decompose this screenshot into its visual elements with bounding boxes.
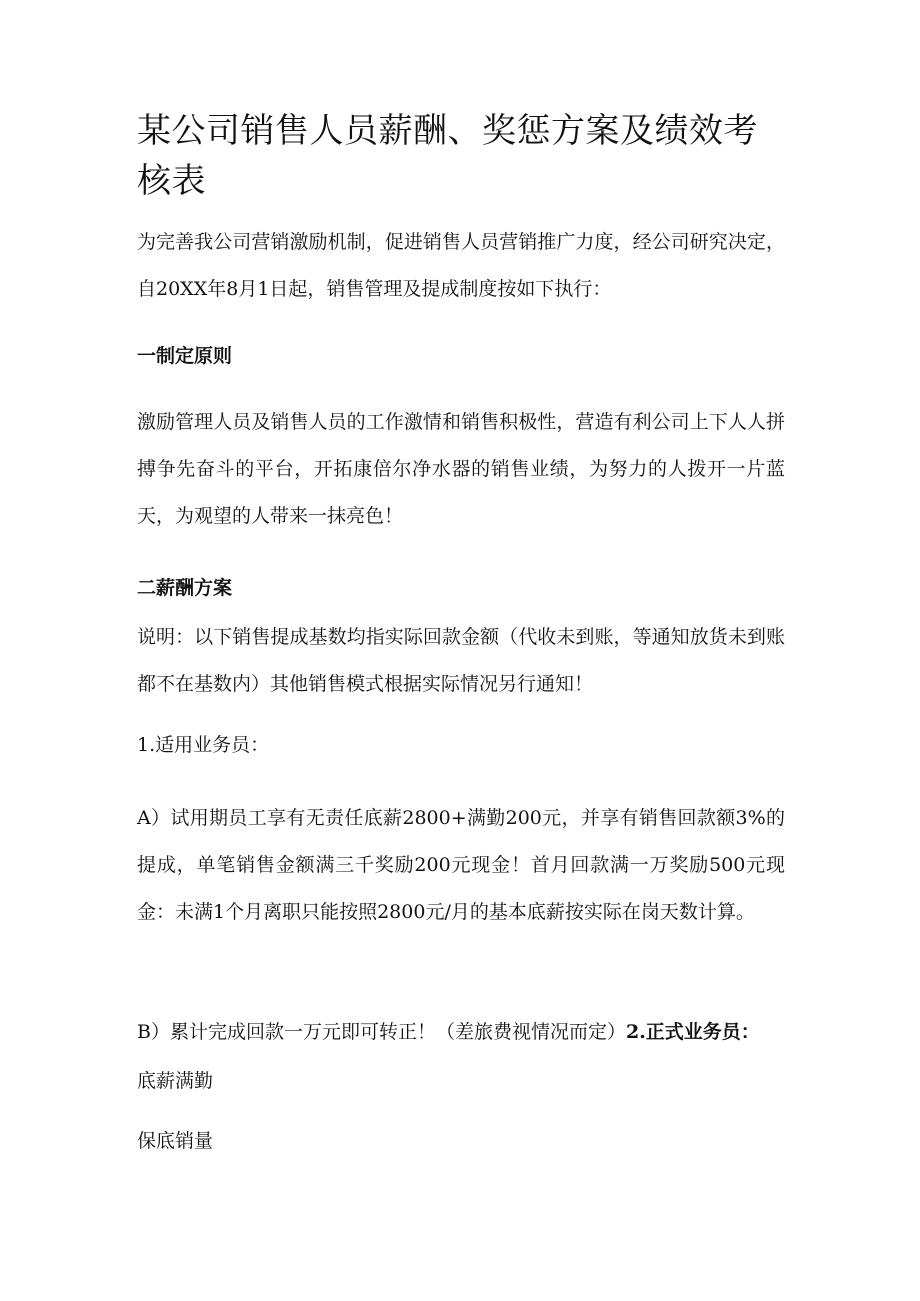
- document-title: 某公司销售人员薪酬、奖惩方案及绩效考核表: [137, 111, 758, 201]
- item-b-text: B）累计完成回款一万元即可转正！（差旅费视情况而定）: [137, 1021, 626, 1043]
- item-a-paragraph: A）试用期员工享有无责任底薪2800+满勤200元，并享有销售回款额3%的提成，单笔销售金额满三千奖励200元现金！首月回款满一万奖励500元现金：未满1个月离职只能按照2800元/月的基本底薪按实际在岗天数计算。: [137, 807, 785, 923]
- base-salary-line: 底薪满勤: [137, 1070, 214, 1092]
- item-1-label: 1.适用业务员：: [137, 734, 270, 756]
- compensation-note: 说明：以下销售提成基数均指实际回款金额（代收未到账，等通知放货未到账都不在基数内）其他销售模式根据实际情况另行通知！: [137, 626, 785, 695]
- item-b-paragraph: [137, 1009, 785, 1056]
- section-heading-principles: 一制定原则: [137, 345, 233, 367]
- item-2-label: 2.正式业务员：: [625, 1021, 760, 1043]
- minimum-sales-line: 保底销量: [137, 1130, 214, 1152]
- intro-paragraph: 为完善我公司营销激励机制，促进销售人员营销推广力度，经公司研究决定，自20XX年8月1日起，销售管理及提成制度按如下执行：: [137, 231, 785, 300]
- section-heading-compensation: 二薪酬方案: [137, 577, 233, 599]
- principles-paragraph: 激励管理人员及销售人员的工作激情和销售积极性，营造有利公司上下人人拼搏争先奋斗的平台，开拓康倍尔净水器的销售业绩，为努力的人拨开一片蓝天，为观望的人带来一抹亮色！: [137, 411, 785, 527]
